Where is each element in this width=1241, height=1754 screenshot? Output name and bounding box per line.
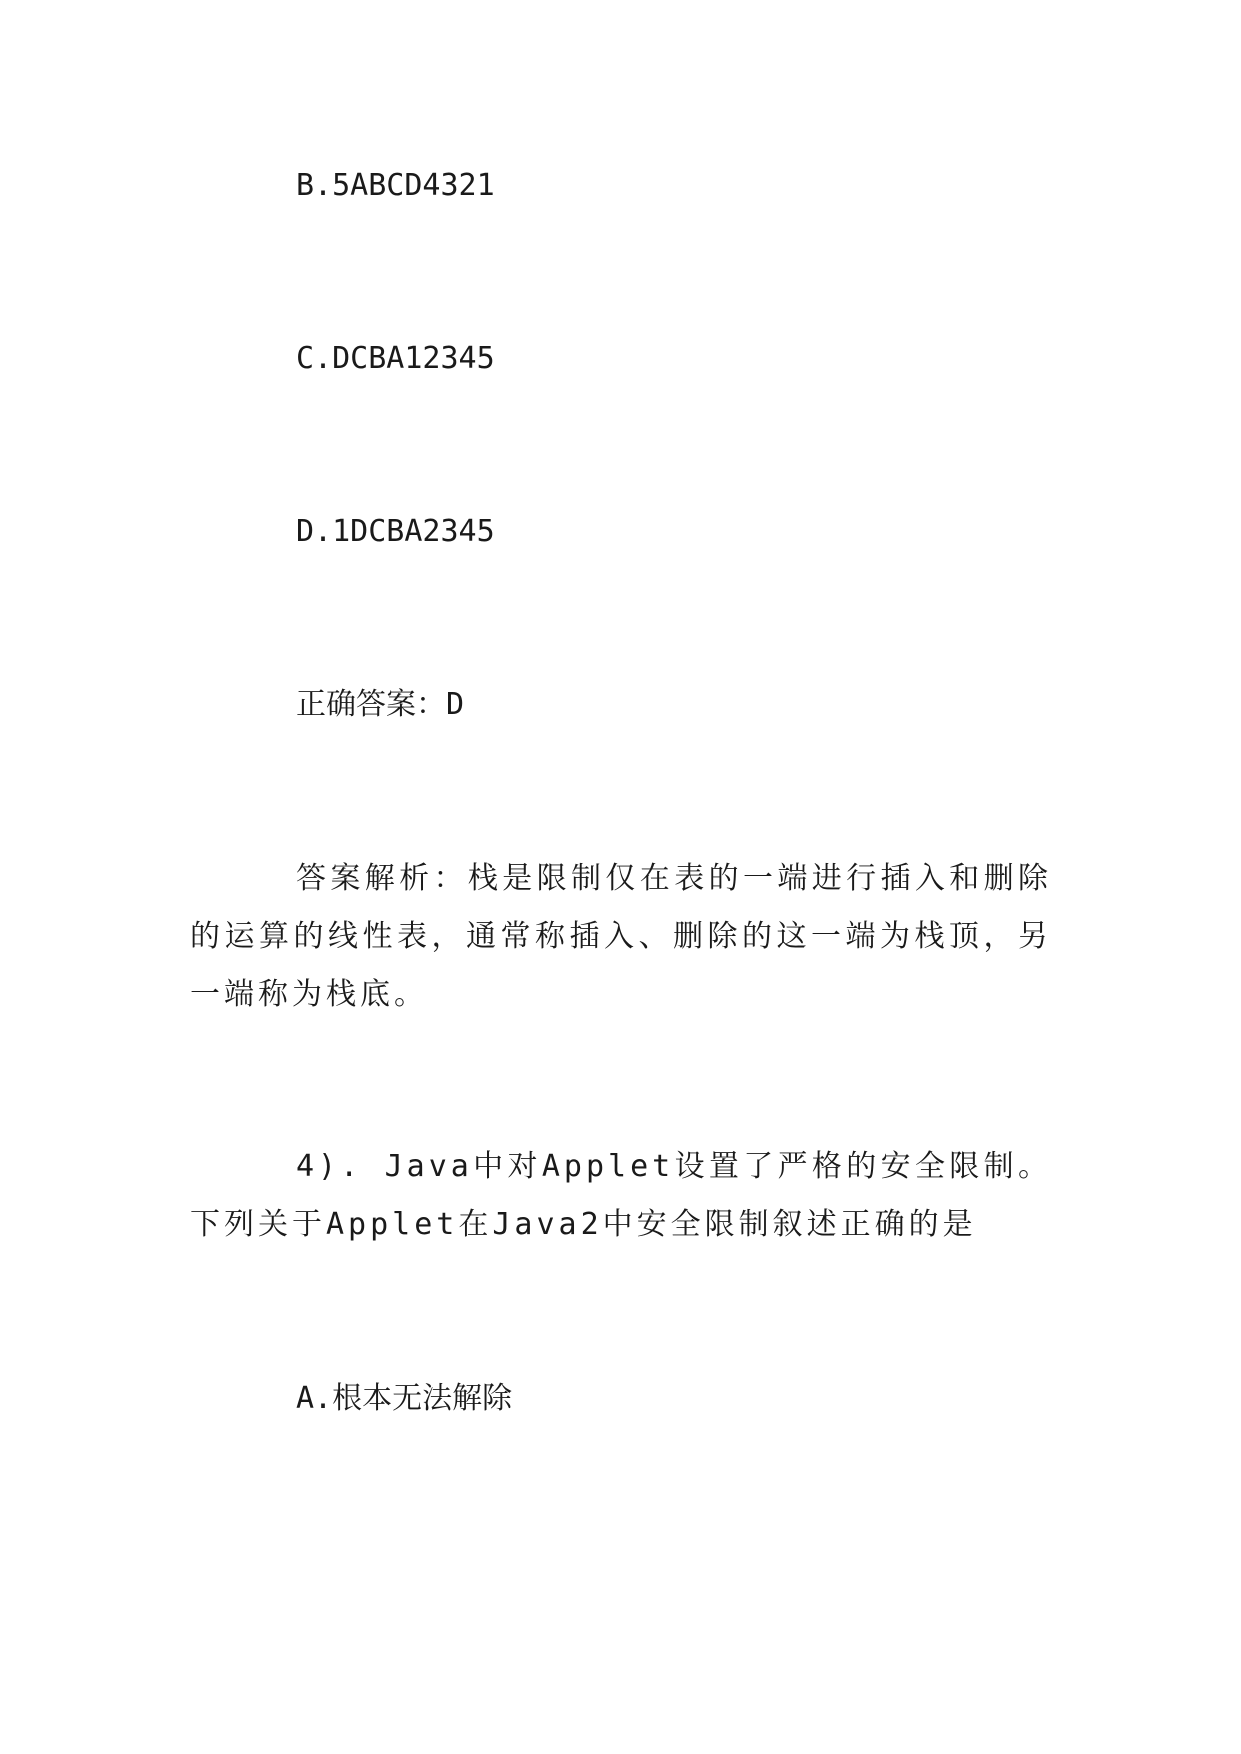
option-b: B.5ABCD4321 — [296, 168, 495, 203]
option-c: C.DCBA12345 — [296, 341, 495, 376]
correct-answer: 正确答案：D — [296, 687, 465, 722]
answer-explanation: 答案解析：栈是限制仅在表的一端进行插入和删除的运算的线性表，通常称插入、删除的这一端为栈顶，另一端称为栈底。 — [190, 861, 1052, 1012]
option-d: D.1DCBA2345 — [296, 514, 495, 549]
option-a: A.根本无法解除 — [296, 1381, 513, 1416]
question-4: 4). Java中对Applet设置了严格的安全限制。下列关于Applet在Java2中安全限制叙述正确的是 — [190, 1149, 1052, 1242]
